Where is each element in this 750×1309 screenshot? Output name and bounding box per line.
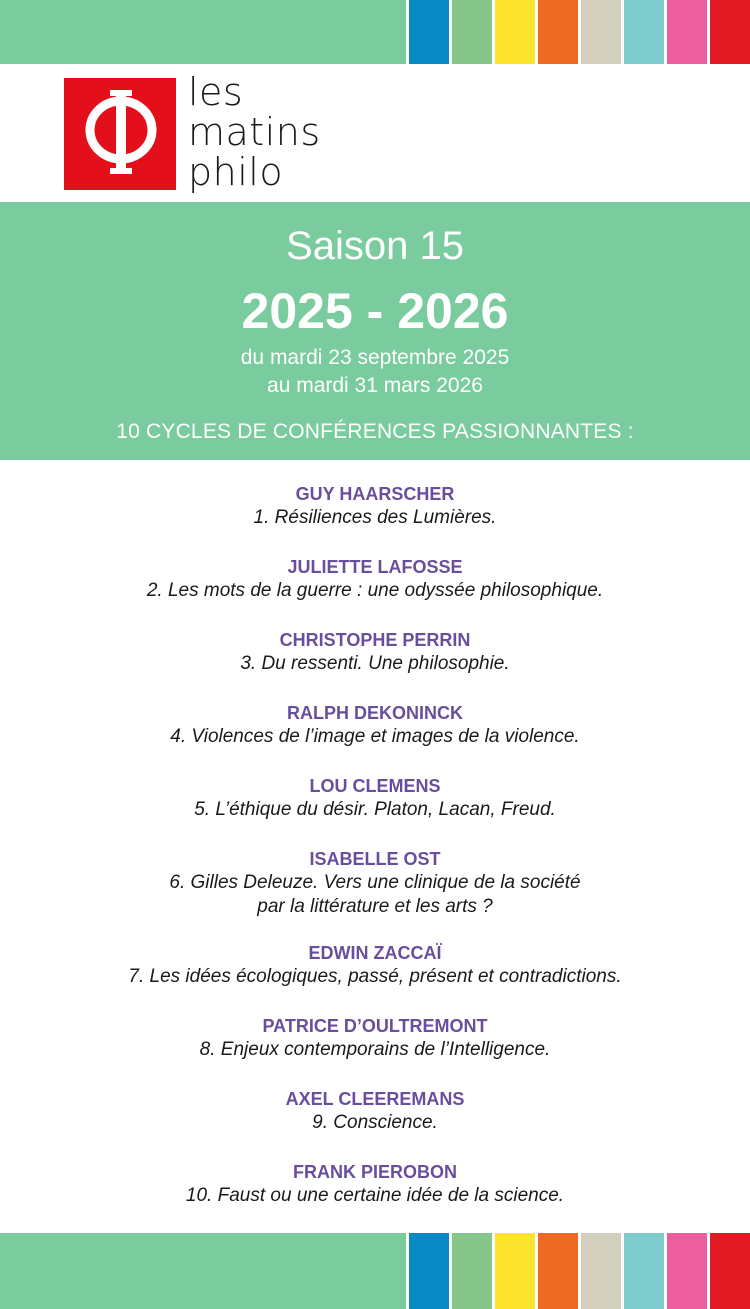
logo-line-philo: philo [188,150,284,194]
lecture-title: 8. Enjeux contemporains de l’Intelligence. [199,1039,551,1060]
speaker-name: GUY HAARSCHER [295,484,455,504]
color-swatch [538,0,578,64]
color-swatch [495,1233,535,1309]
color-swatch [409,0,449,64]
color-swatch [667,0,707,64]
color-swatch [409,1233,449,1309]
list-item [0,628,750,701]
season-years: 2025 - 2026 [241,283,509,339]
list-item [0,1160,750,1233]
top-color-bar [0,0,750,64]
list-item [0,941,750,1014]
lecture-title: 3. Du ressenti. Une philosophie. [240,653,510,674]
season-label: Saison 15 [286,224,464,268]
color-swatch [452,1233,492,1309]
speaker-name: ISABELLE OST [309,849,441,869]
speaker-name: LOU CLEMENS [309,776,441,796]
color-swatch [581,1233,621,1309]
color-swatch [624,1233,664,1309]
color-swatch [710,0,750,64]
speaker-name: JULIETTE LAFOSSE [287,557,463,577]
bottom-color-bar [0,1233,750,1309]
lecture-title: 7. Les idées écologiques, passé, présent et contradictions. [128,966,622,987]
list-item [0,701,750,774]
lecture-title: 6. Gilles Deleuze. Vers une clinique de la société [169,872,581,893]
lecture-title: 9. Conscience. [312,1112,438,1133]
color-swatch [452,0,492,64]
speaker-name: CHRISTOPHE PERRIN [279,630,471,650]
lecture-title: 10. Faust ou une certaine idée de la science. [185,1185,565,1206]
cycles-heading: 10 CYCLES DE CONFÉRENCES PASSIONNANTES : [116,420,634,443]
les-matins-philo-logo [64,70,321,194]
list-item [0,1014,750,1087]
color-bar-green-field [0,0,406,64]
season-dates [0,344,750,400]
lecture-title: 1. Résiliences des Lumières. [253,507,497,528]
speaker-name: EDWIN ZACCAÏ [308,943,442,963]
lecture-title: 2. Les mots de la guerre : une odyssée philosophique. [146,580,604,601]
list-item [0,482,750,555]
color-bar-green-field [0,1233,406,1309]
list-item [0,1087,750,1160]
list-item [0,847,750,941]
lecture-title: 5. L’éthique du désir. Platon, Lacan, Freud. [194,799,556,820]
phi-icon [64,78,176,190]
speaker-name: FRANK PIEROBON [292,1162,457,1182]
speaker-name: PATRICE D’OULTREMONT [262,1016,488,1036]
logo-line-matins: matins [188,110,321,154]
color-swatch [624,0,664,64]
list-item [0,774,750,847]
speaker-name: RALPH DEKONINCK [286,703,463,723]
logo-line-les: les [188,70,244,114]
logo-wordmark [188,72,321,192]
date-from: du mardi 23 septembre 2025 [240,346,510,369]
color-swatch [710,1233,750,1309]
color-swatch [538,1233,578,1309]
color-swatch [581,0,621,64]
season-banner [0,202,750,460]
list-item [0,555,750,628]
date-to: au mardi 31 mars 2026 [267,374,483,397]
lecture-title-line2: par la littérature et les arts ? [257,896,493,917]
speaker-name: AXEL CLEEREMANS [285,1089,465,1109]
lecture-title: 4. Violences de l’image et images de la violence. [170,726,580,747]
lecture-list [0,482,750,1233]
color-swatch [667,1233,707,1309]
color-swatch [495,0,535,64]
